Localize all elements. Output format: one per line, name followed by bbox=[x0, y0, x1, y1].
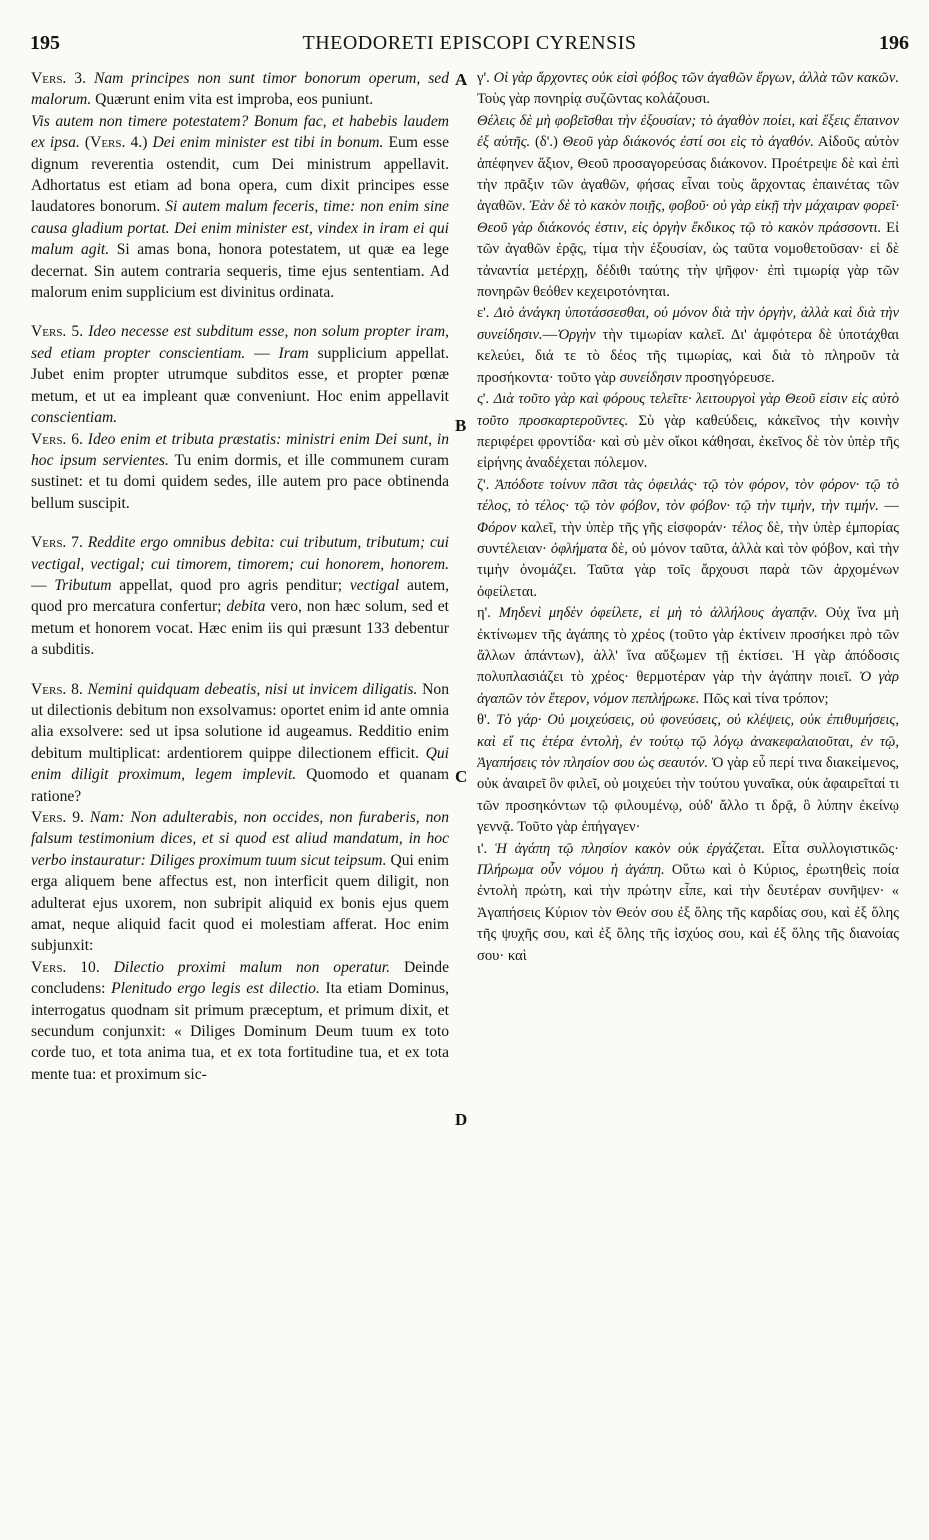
commentary-text: ς'. bbox=[477, 391, 494, 408]
scripture-quote: Ideo necesse est subditum esse, non solum propter iram, sed etiam propter conscientiam. bbox=[31, 323, 449, 362]
scripture-quote: Ἡ ἀγάπη τῷ πλησίον κακὸν οὐκ ἐργάζεται. bbox=[494, 840, 766, 857]
commentary-text: Οὕτω καὶ ὁ Κύριος, ἐρωτηθεὶς ποία ἐντολὴ πρώτη, καὶ τὴν πρώτην εἶπε, καὶ τὴν δευτέραν συνῆψεν· « Ἀγαπήσεις Κύριον τὸν Θεόν σου ἐξ ὅλης τῆς καρδίας σου, καὶ ἐξ ὅλης τῆς ψυχῆς σου, καὶ ἐξ ὅλης τῆς ἰσχύος σου, καὶ ἐξ ὅλης τῆς διανοίας σου· καὶ bbox=[477, 862, 899, 964]
page-number-left: 195 bbox=[30, 32, 60, 54]
scripture-quote: Ὁ γὰρ ἀγαπῶν τὸν ἕτερον, νόμον πεπλήρωκε. bbox=[477, 669, 899, 707]
commentary-text: Qui enim erga aliquem bene affectus est, non interficit quem diligit, non adulterat ejus uxorem, non subripit aliquid ex bonis ejus quem amat, neque aliquid facit quod ei molestiam afferat. Hoc enim subjunxit: bbox=[31, 851, 449, 955]
greek-paragraph bbox=[477, 303, 899, 389]
latin-paragraph bbox=[31, 807, 449, 957]
commentary-text: γ'. bbox=[477, 70, 494, 86]
scripture-quote: Ἐὰν δὲ τὸ κακὸν ποιῇς, φοβοῦ· οὐ γὰρ εἰκῇ τὴν μάχαιραν φορεῖ· Θεοῦ γὰρ διάκονός ἐστιν, εἰς ὀργὴν ἔκδικος τῷ τὸ κακὸν πράσσοντι. bbox=[477, 198, 899, 236]
commentary-text: Πῶς καὶ τίνα τρόπον; bbox=[699, 690, 829, 707]
commentary-text: προσηγόρευσε. bbox=[681, 369, 775, 386]
scripture-quote: Μηδενὶ μηδὲν ὀφείλετε, εἰ μὴ τὸ ἀλλήλους ἀγαπᾷν. bbox=[498, 605, 818, 622]
commentary-text: Deinde concludens: bbox=[31, 958, 449, 998]
scripture-quote: Ὀργὴν bbox=[557, 326, 596, 343]
latin-column bbox=[31, 68, 449, 1528]
scripture-quote: Διὰ τοῦτο γὰρ καὶ φόρους τελεῖτε· λειτουργοὶ γὰρ Θεοῦ εἰσιν εἰς αὐτὸ τοῦτο προσκαρτεροῦντες. bbox=[477, 391, 899, 429]
commentary-text: ( bbox=[79, 134, 91, 152]
commentary-text: Σὺ γὰρ καθεύδεις, κἀκεῖνος τὴν κοινὴν περιφέρει φροντίδα· καὶ σὺ μὲν οἴκοι κάθησαι, ἐκεῖνος δὲ τὸν ὑπὲρ τῆς εἰρήνης ἀναδέχεται πόλεμον. bbox=[477, 412, 899, 472]
scripture-quote: Reddite ergo omnibus debita: cui tributum, tributum; cui vectigal, vectigal; cui timorem, timorem; cui honorem, honorem. bbox=[31, 534, 449, 573]
scripture-quote: Dilectio proximi malum non operatur. bbox=[99, 958, 391, 976]
greek-paragraph bbox=[477, 68, 899, 111]
greek-paragraph bbox=[477, 389, 899, 475]
verse-number: Vers. 7. bbox=[31, 534, 83, 552]
greek-column bbox=[477, 68, 899, 1528]
scripture-quote: Iram bbox=[278, 344, 309, 362]
scripture-quote: τέλος bbox=[731, 519, 763, 536]
commentary-text: Αἰδοῦς αὐτὸν ἀπέφηνεν ἄξιον, Θεοῦ προσαγορεύσας διάκονον. Προέτρεψε δὲ καὶ ἐπὶ τὴν πρᾶξιν τῶν ἀγαθῶν, φήσας εἶναι τοὺς ἄρχοντας ἐπαινέτας τῶν ἀγαθῶν. bbox=[477, 134, 899, 215]
commentary-text: ε'. bbox=[477, 305, 495, 322]
greek-paragraph bbox=[477, 111, 899, 304]
commentary-text: δὲ, τὴν ὑπὲρ ἐμπορίας συντέλειαν· bbox=[477, 519, 899, 557]
scripture-quote: Πλήρωμα οὖν νόμου ἡ ἀγάπη. bbox=[477, 862, 665, 879]
scripture-quote: Qui enim diligit proximum, legem implevit. bbox=[31, 744, 449, 784]
scripture-quote: vectigal bbox=[349, 576, 400, 594]
scripture-quote: Θέλεις δὲ μὴ φοβεῖσθαι τὴν ἐξουσίαν; τὸ ἀγαθὸν ποίει, καὶ ἕξεις ἔπαινον ἐξ αὐτῆς. bbox=[477, 112, 899, 151]
scripture-quote: Vis autem non timere potestatem? Bonum fac, et habebis laudem ex ipsa. bbox=[31, 112, 449, 152]
scripture-quote: debita bbox=[226, 598, 266, 616]
latin-paragraph bbox=[31, 321, 449, 428]
scripture-quote: Si autem malum feceris, time: non enim sine causa gladium portat. Dei enim minister est, vindex in iram ei qui malum agit. bbox=[31, 198, 449, 259]
commentary-text: — bbox=[878, 498, 899, 515]
commentary-text: Eum esse dignum reverentia ostendit, cum Dei ministrum appellavit. Adhortatus est etiam ad bona opera, cum dixit principes esse laudatores bonorum. bbox=[31, 134, 449, 216]
scripture-quote: συνείδησιν bbox=[619, 369, 682, 386]
commentary-text: Οὐχ ἵνα μὴ ἐκτίνωμεν τῆς ἀγάπης τὸ χρέος (τοῦτο γὰρ ἐκτίνειν προσήκει πρὸ τῶν ἄλλων ἁπάντων), ἀλλ' ἵνα αὔξωμεν τῇ ἐκτίσει. Ἡ γὰρ ἀπόδοσις πολυπλασιάζει τὸ χρέος· θερμοτέραν γὰρ τὴν ἀγάπην ποιεῖ. bbox=[477, 605, 899, 686]
commentary-text: η'. bbox=[477, 605, 499, 622]
scripture-quote: Θεοῦ γὰρ διάκονός ἐστί σοι εἰς τὸ ἀγαθόν. bbox=[562, 134, 814, 151]
scripture-quote: ὀφλήματα bbox=[550, 540, 608, 557]
commentary-text: Εἰ τῶν ἀγαθῶν ἐρᾷς, τίμα τὴν ἐξουσίαν, ὡς ταῦτα νομοθετοῦσαν· εἰ δὲ τἀναντία μετέρχῃ, δέδιθι ταύτης τὴν ψῆφον· ἐπὶ τιμωρίᾳ γὰρ τῶν πονηρῶν θεόθεν κεχειροτόνηται. bbox=[477, 219, 899, 301]
running-title: THEODORETI EPISCOPI CYRENSIS bbox=[302, 32, 637, 54]
scripture-quote: Nemini quidquam debeatis, nisi ut invicem diligatis. bbox=[82, 680, 418, 698]
greek-paragraph bbox=[477, 603, 899, 710]
greek-paragraph bbox=[477, 475, 899, 603]
commentary-text: ι'. bbox=[477, 840, 495, 857]
scripture-quote: Ἀπόδοτε τοίνυν πᾶσι τὰς ὀφειλάς· τῷ τὸν φόρον, τὸν φόρον· τῷ τὸ τέλος, τὸ τέλος· τῷ τὸν φόβον, τὸν φόβον· τῷ τὴν τιμὴν, τὴν τιμήν. bbox=[477, 476, 899, 515]
latin-paragraph bbox=[31, 679, 449, 807]
commentary-text: δὲ, οὐ μόνον ταῦτα, ἀλλὰ καὶ τὸν φόβον, καὶ τὴν τιμὴν ὀνομάζει. Ταῦτα γὰρ τοῖς ἄρχουσι παρὰ τῶν ἀρχομένων ὀφείλεται. bbox=[477, 540, 899, 600]
verse-number: Vers. 9. bbox=[31, 809, 84, 826]
commentary-text: Εἶτα συλλογιστικῶς· bbox=[765, 840, 899, 857]
commentary-text: Ὁ γὰρ εὖ περί τινα διακείμενος, οὐκ ἀναιρεῖ ὃν φιλεῖ, οὐ μοιχεύει τὴν τούτου γυναῖκα, οὐκ ἀφαιρεῖταί τι τῶν προσηκόντων τῷ φιλουμένῳ, οὐδ' ἄλλο τι δρᾷ, ὃ λύπην ἐκείνῳ γεννᾷ. Τοῦτο γὰρ ἐπήγαγεν· bbox=[477, 755, 899, 836]
scripture-quote: Nam: Non adulterabis, non occides, non furaberis, non falsum testimonium dices, et si quod est aliud mandatum, in hoc verbo instauratur: Diliges proximum tuum sicut teipsum. bbox=[31, 809, 449, 869]
scripture-quote: Ideo enim et tributa præstatis: ministri enim Dei sunt, in hoc ipsum servientes. bbox=[31, 430, 449, 469]
verse-number: Vers. 5. bbox=[31, 323, 84, 341]
commentary-text: ζ'. bbox=[477, 476, 496, 493]
commentary-text: appellat, quod pro agris penditur; bbox=[111, 576, 350, 594]
commentary-text: καλεῖ, τὴν ὑπὲρ τῆς γῆς εἰσφοράν· bbox=[516, 519, 732, 536]
commentary-text: θ'. bbox=[477, 712, 497, 729]
section-marker-d: D bbox=[455, 1110, 468, 1129]
latin-paragraph bbox=[31, 429, 449, 515]
latin-paragraph bbox=[31, 111, 449, 304]
section-marker-c: C bbox=[455, 767, 468, 786]
page-number-right: 196 bbox=[879, 32, 909, 54]
section-marker-b: B bbox=[455, 416, 467, 435]
greek-paragraph bbox=[477, 839, 899, 967]
verse-number: Vers. 3. bbox=[31, 70, 86, 87]
verse-number: Vers. 6. bbox=[31, 430, 83, 448]
commentary-text: Quærunt enim vita est improba, eos puniunt. bbox=[91, 91, 374, 109]
scripture-quote: Plenitudo ergo legis est dilectio. bbox=[111, 980, 320, 998]
commentary-text: (δ'.) bbox=[530, 134, 563, 151]
scripture-quote: Τὸ γάρ· Οὐ μοιχεύσεις, οὐ φονεύσεις, οὐ κλέψεις, οὐκ ἐπιθυμήσεις, καὶ εἴ τις ἑτέρα ἐντολὴ, ἐν τούτῳ τῷ λόγῳ ἀνακεφαλαιοῦται, ἐν τῷ, Ἀγαπήσεις τὸν πλησίον σου ὡς σεαυτόν. bbox=[477, 712, 899, 771]
scripture-quote: Διὸ ἀνάγκη ὑποτάσσεσθαι, οὐ μόνον διὰ τὴν ὀργὴν, ἀλλὰ καὶ διὰ τὴν συνείδησιν. bbox=[477, 305, 899, 343]
commentary-text: Non ut dilectionis debitum non exsolvamus: oportet enim id ante omnia alia exsolvere: sed ut ipsa solutione id augeamus. Redditio enim debitum multiplicat: ardentiorem quippe dilectionem efficit. bbox=[31, 680, 449, 762]
verse-number: Vers. 4. bbox=[90, 134, 143, 152]
commentary-text: autem, quod pro mercatura confertur; bbox=[31, 576, 449, 616]
scripture-quote: Οἱ γὰρ ἄρχοντες οὐκ εἰσὶ φόβος τῶν ἀγαθῶν ἔργων, ἀλλὰ τῶν κακῶν. bbox=[493, 70, 899, 86]
commentary-text: Si amas bona, honora potestatem, ut quæ ea lege decernat. Sin autem contraria sequeris, time ejus sententiam. Ad malorum enim supplicium est divinitus ordinata. bbox=[31, 241, 449, 302]
section-marker-a: A bbox=[455, 70, 468, 89]
latin-paragraph bbox=[31, 68, 449, 111]
scripture-quote: Nam principes non sunt timor bonorum operum, sed malorum. bbox=[31, 70, 449, 109]
verse-number: Vers. 10. bbox=[31, 958, 100, 976]
commentary-text: vero, non hæc solum, sed et metum et honorem vocat. Hæc enim iis qui præsunt 133 debentur a subditis. bbox=[31, 598, 449, 659]
commentary-text: Τοὺς γὰρ πονηρίᾳ συζῶντας κολάζουσι. bbox=[477, 91, 711, 108]
commentary-text: — bbox=[245, 344, 279, 362]
page-header bbox=[30, 32, 909, 62]
latin-paragraph bbox=[31, 532, 449, 660]
commentary-text: Ita etiam Dominus, interrogatus quodnam sit primum præceptum, et primum dixit, et secundum conjunxit: « Diliges Dominum Deum tuum ex toto corde tuo, et tota anima tua, et ex tota fortitudine tua, et ex tota mente tua: et proximum sic- bbox=[31, 980, 449, 1083]
scripture-quote: Φόρον bbox=[477, 519, 517, 536]
latin-paragraph bbox=[31, 957, 449, 1085]
commentary-text: τὴν τιμωρίαν καλεῖ. Δι' ἀμφότερα δὲ ὑποτάχθαι κελεύει, διά τε τὸ δέος τῆς τιμωρίας, καὶ διὰ τὸ πληροῦν τὰ προσήκοντα· τοῦτο γὰρ bbox=[477, 326, 899, 386]
commentary-text: Tu enim dormis, et ille communem curam sustinet: et tu domi quidem sedes, ille autem pro pace obtinenda bellum suscipit. bbox=[31, 451, 449, 512]
commentary-text: — bbox=[31, 576, 55, 594]
scripture-quote: Tributum bbox=[54, 576, 112, 594]
scripture-quote: conscientiam. bbox=[31, 409, 118, 427]
commentary-text: supplicium appellat. Jubet enim propter utrumque subditos esse, et propter pœnæ metum, et ut ea impleant quæ conveniunt. Hoc enim appellavit bbox=[31, 344, 449, 405]
greek-paragraph bbox=[477, 710, 899, 838]
commentary-text: Quomodo et quanam ratione? bbox=[31, 766, 449, 805]
scripture-quote: Dei enim minister est tibi in bonum. bbox=[152, 134, 384, 152]
commentary-text: — bbox=[542, 326, 558, 343]
commentary-text: ) bbox=[142, 134, 153, 152]
verse-number: Vers. 8. bbox=[31, 680, 83, 698]
